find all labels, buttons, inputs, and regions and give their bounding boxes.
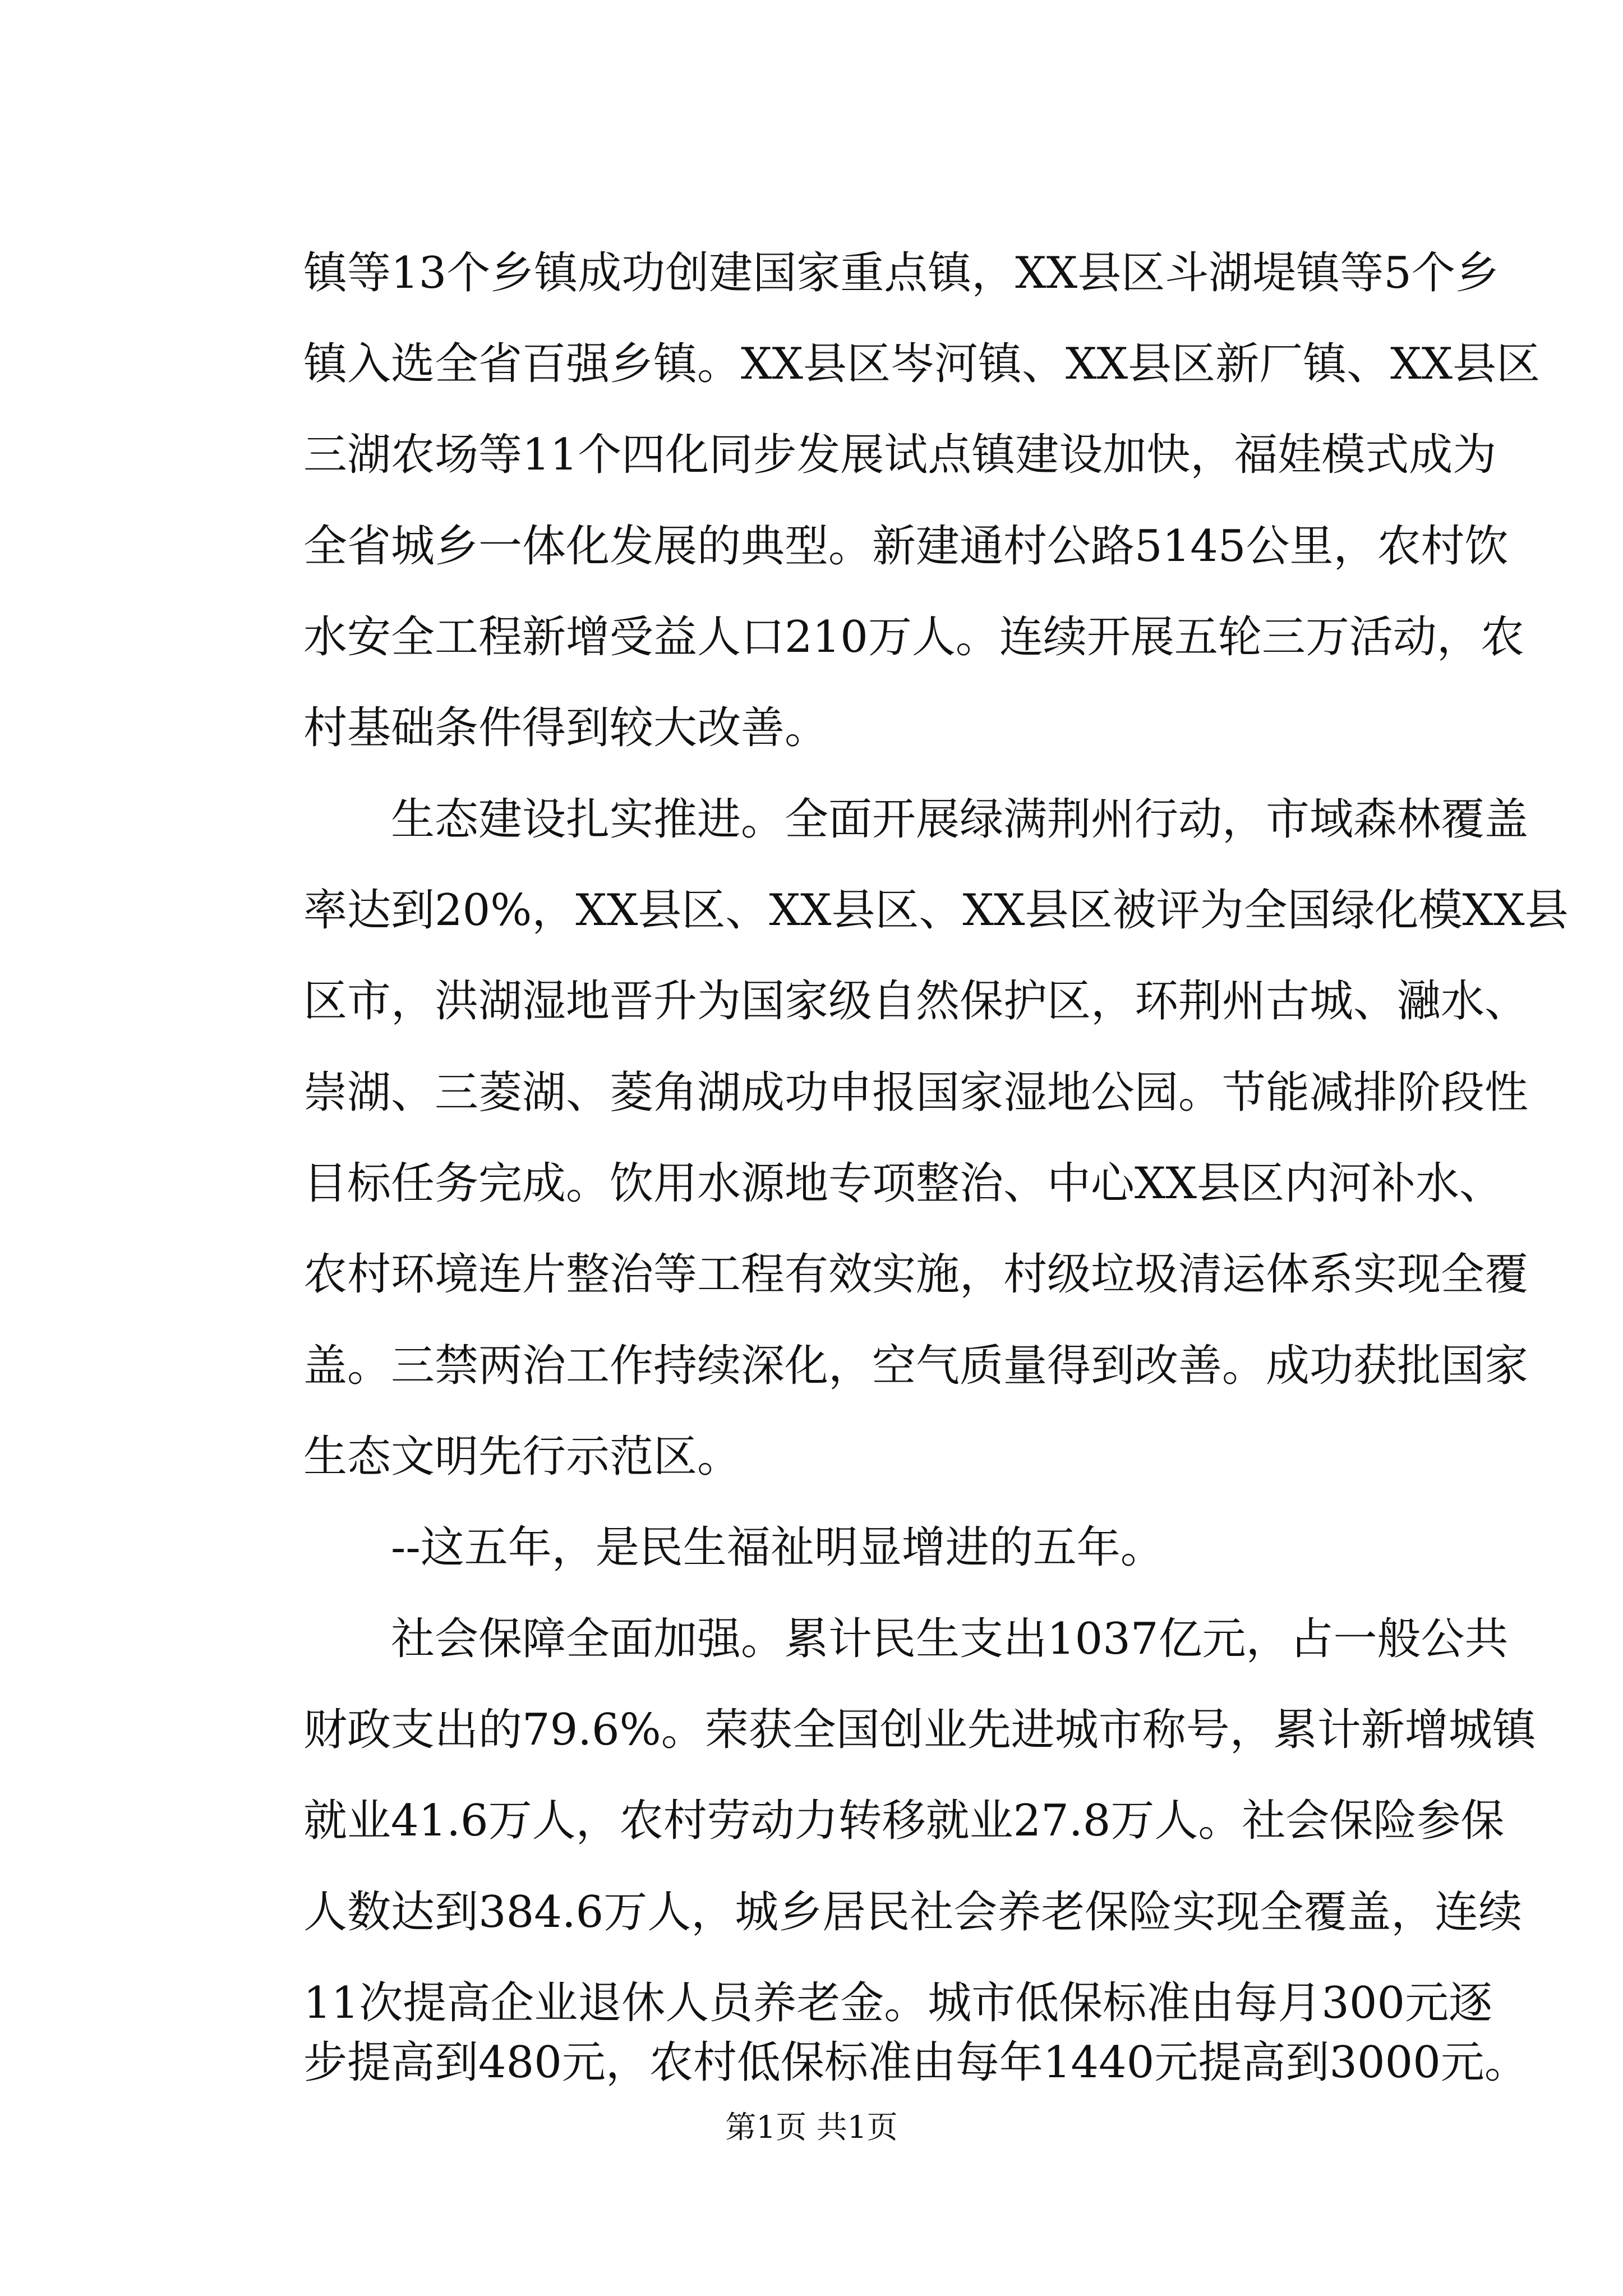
page-number-footer: 第1页 共1页 [725,2109,898,2145]
body-text-line: 生态文明先行示范区。 [303,1432,741,1482]
body-text-line: 崇湖、三菱湖、菱角湖成功申报国家湿地公园。节能减排阶段性 [303,1068,1529,1118]
body-text-line: 区市，洪湖湿地晋升为国家级自然保护区，环荆州古城、瀜水、 [303,976,1529,1027]
body-text-line: 水安全工程新增受益人口210万人。连续开展五轮三万活动，农 [303,612,1524,662]
body-text-line: 人数达到384.6万人，城乡居民社会养老保险实现全覆盖，连续 [303,1887,1523,1938]
body-text-line: 镇入选全省百强乡镇。XX县区岑河镇、XX县区新厂镇、XX县区 [303,339,1541,389]
body-text-line: 农村环境连片整治等工程有效实施，村级垃圾清运体系实现全覆 [303,1249,1529,1300]
body-text-line: 目标任务完成。饮用水源地专项整治、中心XX县区内河补水、 [303,1158,1504,1209]
body-text-line: 村基础条件得到较大改善。 [303,703,829,753]
section-heading-line: --这五年，是民生福祉明显增进的五年。 [303,1522,1164,1573]
body-text-line: 步提高到480元，农村低保标准由每年1440元提高到3000元。 [303,2037,1528,2088]
body-text-line: 全省城乡一体化发展的典型。新建通村公路5145公里，农村饮 [303,521,1509,572]
body-text-line: 财政支出的79.6%。荣获全国创业先进城市称号，累计新增城镇 [303,1705,1536,1755]
body-text-line: 就业41.6万人，农村劳动力转移就业27.8万人。社会保险参保 [303,1796,1505,1846]
body-text-line: 三湖农场等11个四化同步发展试点镇建设加快，福娃模式成为 [303,430,1497,480]
body-text-line: 率达到20%，XX县区、XX县区、XX县区被评为全国绿化模XX县 [303,885,1569,936]
paragraph-first-line: 社会保障全面加强。累计民生支出1037亿元，占一般公共 [303,1614,1509,1664]
paragraph-first-line: 生态建设扎实推进。全面开展绿满荆州行动，市域森林覆盖 [303,794,1529,845]
body-text-line: 11次提高企业退休人员养老金。城市低保标准由每月300元逐 [303,1978,1493,2028]
body-text-line: 盖。三禁两治工作持续深化，空气质量得到改善。成功获批国家 [303,1341,1529,1391]
body-text-line: 镇等13个乡镇成功创建国家重点镇，XX县区斗湖堤镇等5个乡 [303,248,1499,298]
